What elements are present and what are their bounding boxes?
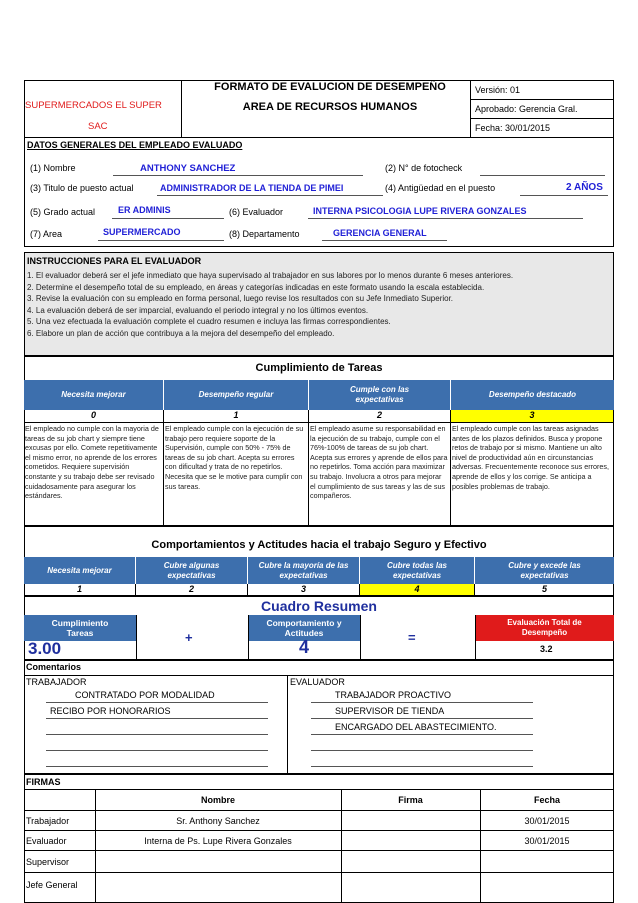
tasks-score-0[interactable]: 0 [24, 410, 164, 423]
seniority-value: 2 AÑOS [566, 182, 603, 193]
summary-total-label-text: Evaluación Total de Desempeño [507, 618, 582, 637]
comments-worker-label: TRABAJADOR [26, 677, 87, 687]
comments-title: Comentarios [26, 662, 82, 672]
date-label: Fecha: 30/01/2015 [475, 123, 551, 133]
summary-total-value: 3.2 [540, 644, 553, 654]
comments-evaluator-label: EVALUADOR [290, 677, 345, 687]
tasks-header-meets [309, 380, 451, 410]
company-name: SUPERMERCADOS EL SUPER [25, 100, 162, 111]
area-title: AREA DE RECURSOS HUMANOS [242, 101, 418, 113]
signature-row-name: Interna de Ps. Lupe Rivera Gonzales [144, 836, 292, 846]
evaluator-comment-2: SUPERVISOR DE TIENDA [335, 706, 445, 716]
seniority-label: (4) Antigüedad en el puesto [385, 183, 496, 193]
signatures-col-signature: Firma [398, 795, 423, 805]
tasks-header-regular: Desempeño regular [164, 380, 309, 410]
department-value: GERENCIA GENERAL [333, 228, 427, 238]
name-label: (1) Nombre [30, 163, 76, 173]
instruction-line: 4. La evaluación deberá de ser imparcial, evaluando el periodo integral y no los últimos eventos. [27, 305, 369, 315]
signatures-col-date: Fecha [533, 795, 560, 805]
job-title-label: (3) Titulo de puesto actual [30, 183, 134, 193]
behavior-score-5[interactable]: 5 [475, 584, 614, 596]
grade-value: ER ADMINIS [118, 205, 171, 215]
tasks-header-meets-label: Cumple con las expectativas [349, 385, 410, 404]
behavior-header-5-label: Cubre y excede las expectativas [508, 560, 581, 580]
signature-row-role: Supervisor [26, 857, 70, 867]
behavior-score-4-selected[interactable]: 4 [360, 584, 475, 596]
behavior-header-2-label: Cubre algunas expectativas [163, 560, 220, 580]
signature-row-role: Trabajador [26, 816, 70, 826]
behavior-score-3[interactable]: 3 [248, 584, 360, 596]
summary-behavior-label-text: Comportamiento y Actitudes [266, 618, 342, 638]
signature-row-role: Evaluador [26, 836, 67, 846]
signatures-title: FIRMAS [26, 777, 61, 787]
area-label: (7) Area [30, 229, 63, 239]
summary-behavior-value: 4 [298, 637, 309, 657]
version-label: Versión: 01 [475, 85, 521, 95]
summary-tasks-label [24, 615, 136, 641]
evaluator-label: (6) Evaluador [229, 207, 284, 217]
instruction-line: 1. El evaluador deberá ser el jefe inmediato que haya supervisado al trabajador en sus labores por lo menos durante 6 meses anteriores. [27, 271, 514, 280]
instruction-line: 2. Determine el desempeño total de su empleado, en áreas y categorías indicadas en este formato usando la escala establecida. [27, 282, 485, 292]
badge-label: (2) N° de fotocheck [385, 163, 463, 173]
instruction-line: 3. Revise la evaluación con su empleado en forma personal, luego revise los resultados con su Jefe Inmediato Superior. [27, 294, 454, 303]
signature-row-date: 30/01/2015 [524, 816, 570, 826]
summary-tasks-label-text: Cumplimiento Tareas [51, 618, 109, 638]
behavior-header-5 [475, 557, 614, 584]
tasks-desc-2: El empleado asume su responsabilidad en la ejecución de su trabajo, cumple con el 76%-100% de tareas de su job chart. Acepta sus errores y aprende de ellos para no repetirlos. Toma acción para maximizar su trabajo. Involucra a otros para mejorar el cumplimiento de sus tareas y las de sus compañeros. [309, 423, 451, 526]
instructions-body [27, 270, 613, 339]
general-data-title: DATOS GENERALES DEL EMPLEADO EVALUADO [27, 140, 243, 150]
behavior-header-3 [248, 557, 360, 584]
grade-label: (5) Grado actual [30, 207, 96, 217]
signature-row-date: 30/01/2015 [524, 836, 570, 846]
evaluator-comment-1: TRABAJADOR PROACTIVO [335, 690, 452, 700]
instruction-line: 6. Elabore un plan de acción que contribuya a la mejora del desempeño del empleado. [27, 328, 335, 338]
summary-equals: = [408, 630, 416, 645]
worker-comment-1: CONTRATADO POR MODALIDAD [75, 690, 215, 700]
worker-comment-2: RECIBO POR HONORARIOS [50, 706, 171, 716]
form-title: FORMATO DE EVALUCION DE DESEMPEÑO [214, 81, 446, 93]
signature-row-name: Sr. Anthony Sanchez [176, 816, 260, 826]
behavior-header-2 [136, 557, 248, 584]
summary-plus: + [185, 630, 193, 645]
department-label: (8) Departamento [229, 229, 300, 239]
job-title-value: ADMINISTRADOR DE LA TIENDA DE PIMEI [160, 183, 344, 193]
approved-label: Aprobado: Gerencia Gral. [475, 104, 578, 114]
company-suffix: SAC [88, 121, 108, 132]
tasks-desc-0: El empleado no cumple con la mayoria de tareas de su job chart y siempre tiene excusas por ello. Comete repetitivamente el mismo error, no aprende de los errores cometidos. Requiere supervisión constante y su trabajo debe ser revisado cuidadosamente para asegurar los estándares. [24, 423, 164, 526]
summary-title: Cuadro Resumen [261, 598, 377, 614]
name-value: ANTHONY SANCHEZ [140, 163, 236, 174]
tasks-score-3-selected[interactable]: 3 [451, 410, 614, 423]
signature-row-role: Jefe General [26, 880, 78, 890]
tasks-score-2[interactable]: 2 [309, 410, 451, 423]
evaluator-comment-3: ENCARGADO DEL ABASTECIMIENTO. [335, 722, 497, 732]
behavior-score-1[interactable]: 1 [24, 584, 136, 596]
behavior-header-3-label: Cubre la mayoría de las expectativas [258, 560, 349, 580]
behavior-title: Comportamientos y Actitudes hacia el trabajo Seguro y Efectivo [151, 539, 487, 551]
instructions-title: INSTRUCCIONES PARA EL EVALUADOR [27, 256, 202, 266]
summary-total-label [475, 615, 614, 641]
behavior-score-2[interactable]: 2 [136, 584, 248, 596]
tasks-desc-3: El empleado cumple con las tareas asignadas antes de los plazos definidos. Busca y propone retos de trabajo por si mismo. Mantiene un alto nivel de productividad aún en circunstancias adversas. Frecuentemente reconoce sus errores, aprende de ellos y los corrige. Se anticipa a posibles problemas de trabajo. [452, 424, 610, 491]
signatures-col-name: Nombre [200, 795, 235, 805]
behavior-header-1: Necesita mejorar [24, 557, 136, 584]
evaluator-value: INTERNA PSICOLOGIA LUPE RIVERA GONZALES [313, 206, 527, 216]
instruction-line: 5. Una vez efectuada la evaluación complete el cuadro resumen e incluya las firmas correspondientes. [27, 317, 391, 326]
area-value: SUPERMERCADO [103, 227, 181, 237]
tasks-header-outstanding: Desempeño destacado [451, 380, 614, 410]
tasks-title: Cumplimiento de Tareas [255, 362, 383, 374]
behavior-header-4 [360, 557, 475, 584]
tasks-score-1[interactable]: 1 [164, 410, 309, 423]
tasks-desc-1: El empleado cumple con la ejecución de su trabajo pero requiere soporte de la Supervisión, cumple con 50% - 75% de tareas de su job chart. Acepta su errores con dificultad y trata de no repetirlos. Necesita que se le motive para cumplir con sus tareas. [164, 423, 309, 526]
summary-tasks-value: 3.00 [28, 639, 62, 658]
behavior-header-4-label: Cubre todas las expectativas [386, 560, 447, 580]
tasks-header-needs-improvement: Necesita mejorar [24, 380, 164, 410]
